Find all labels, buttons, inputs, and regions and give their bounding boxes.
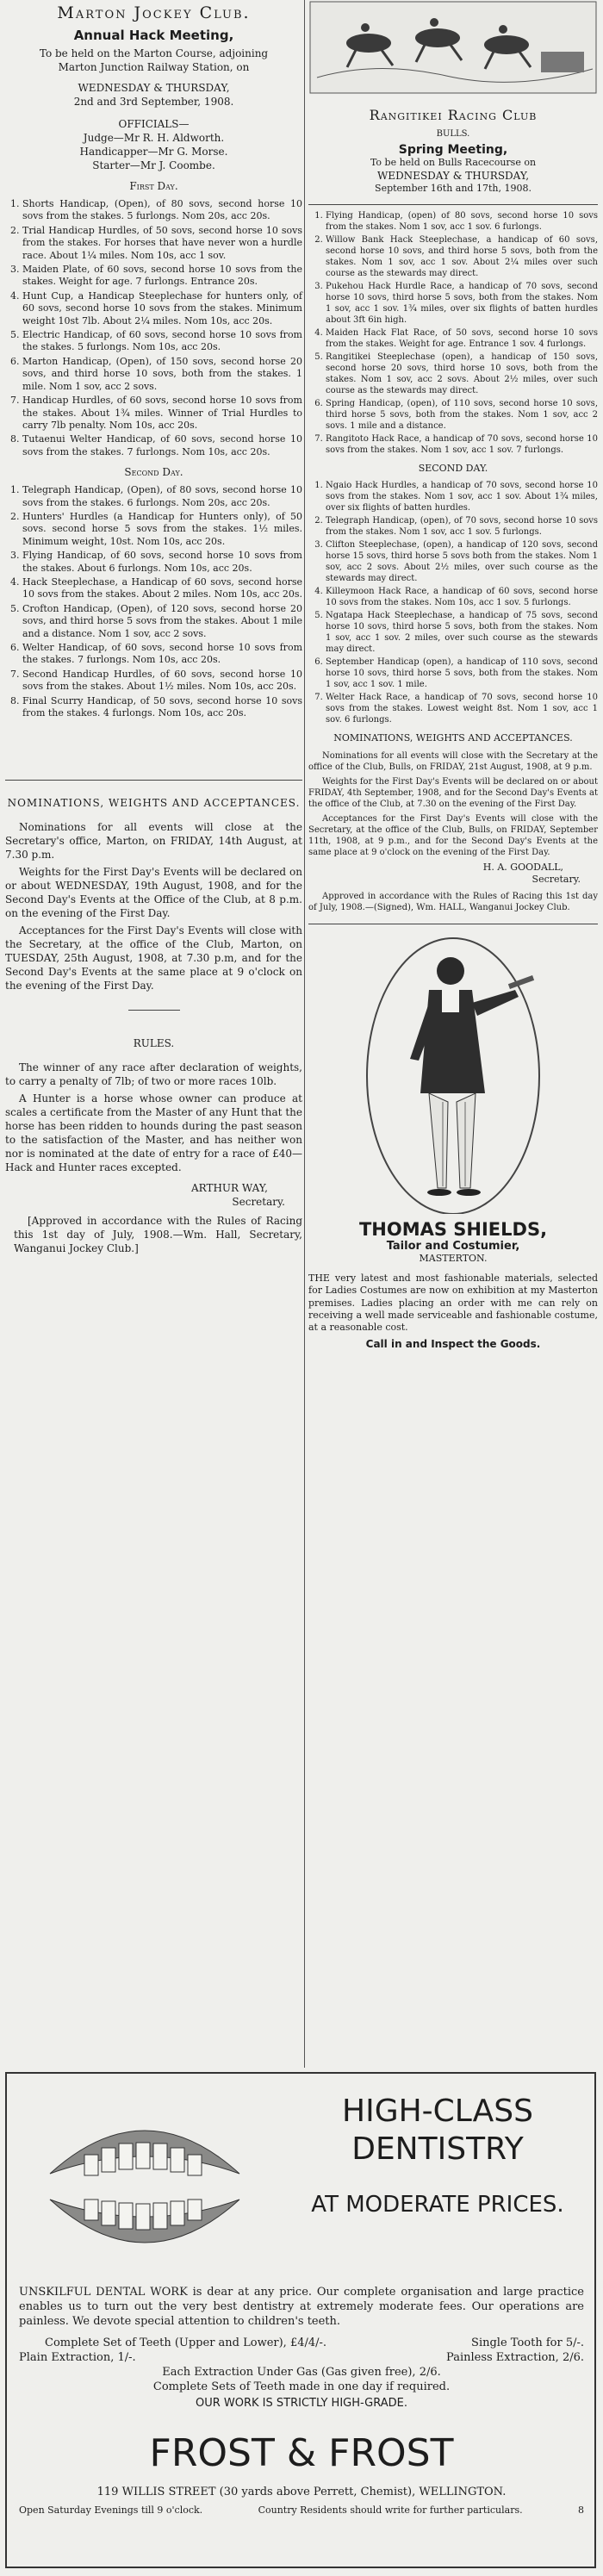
race-item: 7. Welter Hack Race, a handicap of 70 sovs, second horse 10 sovs from the stakes. Lowest weight 8st. Nom 1 sov, acc 1 sov. 6 furlongs. <box>326 692 598 725</box>
marton-masthead: Marton Jockey Club. <box>57 3 251 22</box>
tailor-gentleman-illustration <box>308 930 598 1214</box>
rangitikei-masthead: Rangitikei Racing Club <box>369 107 538 123</box>
race-item: 3. Clifton Steeplechase, (open), a handicap of 120 sovs, second horse 15 sovs, third horse 5 sovs both from the stakes. Nom 1 sov, acc 2 sovs. About 2½ miles, over such course as the stewards may direct. <box>326 539 598 584</box>
dentistry-complete-set: Complete Set of Teeth (Upper and Lower), £4/4/-. <box>45 2336 327 2349</box>
race-item: 8. Final Scurry Handicap, of 50 sovs, second horse 10 sovs from the stakes. 4 furlongs. Nom 10s, acc 20s. <box>22 695 302 720</box>
rangitikei-dates: September 16th and 17th, 1908. <box>375 183 532 195</box>
race-item: 6. September Handicap (open), a handicap of 110 sovs, second horse 10 sovs, third horse 5 sovs, both from the stakes. Nom 1 sov, acc 1 sov. 1 mile. <box>326 656 598 690</box>
race-item: 4. Hack Steeplechase, a Handicap of 60 sovs, second horse 10 sovs from the stakes. About 2 miles. Nom 10s, acc 20s. <box>22 576 302 601</box>
dentistry-single-tooth: Single Tooth for 5/-. <box>471 2336 584 2349</box>
denture-illustration <box>16 2079 274 2294</box>
race-item: 3. Pukehou Hack Hurdle Race, a handicap of 70 sovs, second horse 10 sovs, third horse 5 sovs, both from the stakes. Nom 1 sov, acc 1 sov. 1¾ miles, over six flights of batten hurdles about 3ft 6in high. <box>326 281 598 326</box>
dentistry-quality: OUR WORK IS STRICTLY HIGH-GRADE. <box>195 2397 408 2410</box>
race-item: 6. Welter Handicap, of 60 sovs, second horse 10 sovs from the stakes. 7 furlongs. Nom 10s, acc 20s. <box>22 642 302 667</box>
marton-dates: 2nd and 3rd September, 1908. <box>73 96 234 108</box>
race-item: 1. Flying Handicap, (open) of 80 sovs, second horse 10 sovs from the stakes. Nom 1 sov, acc 1 sov. 6 furlongs. <box>326 210 598 233</box>
dentistry-extraction-row <box>19 2350 584 2365</box>
race-item: 3. Maiden Plate, of 60 sovs, second horse 10 sovs from the stakes. Weight for age. 7 furlongs. Entrance 20s. <box>22 264 302 289</box>
race-item: 1. Telegraph Handicap, (Open), of 80 sovs, second horse 10 sovs from the stakes. 6 furlongs. Nom 20s, acc 20s. <box>22 484 302 509</box>
race-item: 6. Marton Handicap, (Open), of 150 sovs, second horse 20 sovs, and third horse 10 sovs, both from the stakes. 1 mile. Nom 1 sov, acc 2 sovs. <box>22 356 302 393</box>
rangitikei-secretary-title: Secretary. <box>532 874 581 886</box>
marton-official-judge: Judge—Mr R. H. Aldworth. <box>83 132 225 144</box>
marton-days: WEDNESDAY & THURSDAY, <box>78 82 230 94</box>
shields-body: THE very latest and most fashionable materials, selected for Ladies Costumes are now on exhibition at my Masterton premises. Ladies placing an order with me can rely on receiving a well made serviceable and fashionable costume, at a reasonable cost. <box>308 1272 598 1334</box>
shields-name: THOMAS SHIELDS, <box>358 1219 548 1241</box>
race-item: 4. Maiden Hack Flat Race, of 50 sovs, second horse 10 sovs from the stakes. Weight for age. Entrance 1 sov. 4 furlongs. <box>326 327 598 350</box>
shields-trade: Tailor and Costumier, <box>386 1240 520 1254</box>
race-item: 2. Telegraph Handicap, (open), of 70 sovs, second horse 10 sovs from the stakes. Nom 1 sov, acc 1 sov. 5 furlongs. <box>326 515 598 538</box>
race-item: 5. Rangitikei Steeplechase (open), a handicap of 150 sovs, second horse 20 sovs, third horse 10 sovs, both from the stakes. Nom 1 sov, acc 2 sovs. About 2½ miles, over such course as the stewards may direct. <box>326 352 598 396</box>
marton-advertisement <box>5 0 302 1259</box>
dentistry-country-residents: Country Residents should write for further particulars. <box>258 2504 523 2516</box>
race-item: 1. Ngaio Hack Hurdles, a handicap of 70 sovs, second horse 10 sovs from the stakes. Nom 1 sov, acc 1 sov. About 1¾ miles, over six flights of batten hurdles. <box>326 480 598 513</box>
dentistry-advertisement <box>5 2072 596 2568</box>
race-item: 6. Spring Handicap, (open), of 110 sovs, second horse 10 sovs, third horse 5 sovs, both from the stakes. Nom 1 sov, acc 2 sovs. 1 mile and a distance. <box>326 398 598 432</box>
race-item: 7. Second Handicap Hurdles, of 60 sovs, second horse 10 sovs from the stakes. About 1½ miles. Nom 10s, acc 20s. <box>22 669 302 694</box>
race-item: 3. Flying Handicap, of 60 sovs, second horse 10 sovs from the stakes. About 6 furlongs. Nom 10s, acc 20s. <box>22 550 302 575</box>
shields-town: MASTERTON. <box>419 1253 488 1265</box>
rangitikei-secretary-name: H. A. GOODALL, <box>482 861 563 873</box>
dentistry-ad-number: 8 <box>577 2504 584 2516</box>
marton-nominations-para: Acceptances for the First Day's Events will close with the Secretary, at the office of the Club, Marton, on TUESDAY, 25th August, 1908, at 7.30 p.m, and for the Second Day's Events at the same place at 9 o'clock on the evening of the First Day. <box>5 924 302 992</box>
race-item: 8. Tutaenui Welter Handicap, of 60 sovs, second horse 10 sovs from the stakes. 7 furlongs. Nom 10s, acc 20s. <box>22 433 302 458</box>
race-item: 5. Electric Handicap, of 60 sovs, second horse 10 sovs from the stakes. 5 furlongs. Nom 10s, acc 20s. <box>22 329 302 354</box>
marton-approval: [Approved in accordance with the Rules of Racing this 1st day of July, 1908.—Wm. Hall, Secretary, Wanganui Jockey Club.] <box>14 1215 302 1255</box>
race-item: 4. Killeymoon Hack Race, a handicap of 60 sovs, second horse 10 sovs from the stakes. Nom 10s, acc 1 sov. 5 furlongs. <box>326 586 598 608</box>
marton-nominations-heading: NOMINATIONS, WEIGHTS AND ACCEPTANCES. <box>7 797 301 810</box>
dentistry-gas: Each Extraction Under Gas (Gas given free), 2/6. <box>162 2366 441 2379</box>
dentistry-one-day: Complete Sets of Teeth made in one day if required. <box>152 2380 451 2393</box>
race-item: 7. Rangitoto Hack Race, a handicap of 70 sovs, second horse 10 sovs from the stakes. Nom 1 sov, acc 1 sov. 7 furlongs. <box>326 433 598 456</box>
marton-official-starter: Starter—Mr J. Coombe. <box>92 159 215 171</box>
rangitikei-second-day-races <box>308 480 598 725</box>
rangitikei-days: WEDNESDAY & THURSDAY, <box>376 170 530 183</box>
marton-rules-para: A Hunter is a horse whose owner can produce at scales a certificate from the Master of any Hunt that the horse has been ridden to hounds during the past season to the satisfaction of the Master, and has neither won nor is nominated at the date of entry for a race of £40—Hack and Hunter races excepted. <box>5 1092 302 1174</box>
marton-first-day-races <box>5 198 302 458</box>
marton-first-day-heading: First Day. <box>129 180 178 192</box>
rangitikei-approval: Approved in accordance with the Rules of Racing this 1st day of July, 1908.—(Signed), Wm. HALL, Wanganui Jockey Club. <box>308 892 598 913</box>
marton-intro: To be held on the Marton Course, adjoining Marton Junction Railway Station, on <box>39 47 269 73</box>
marton-officials-heading: OFFICIALS— <box>118 118 190 130</box>
dentistry-headline-1: HIGH-CLASS <box>342 2094 533 2129</box>
dentistry-painless-extraction: Painless Extraction, 2/6. <box>446 2351 584 2364</box>
rangitikei-meeting-title: Spring Meeting, <box>398 143 508 157</box>
rangitikei-nominations-para: Weights for the First Day's Events will be declared on or about FRIDAY, 4th September, 1908, and for the Second Day's Events at the office of the Club, at 7.30 on the evening of the First Day. <box>308 776 598 809</box>
rangitikei-advertisement <box>308 0 598 1350</box>
dentistry-footer <box>19 2504 584 2517</box>
rangitikei-second-day-heading: SECOND DAY. <box>418 462 488 474</box>
divider <box>128 1010 180 1011</box>
rangitikei-first-day-races <box>308 210 598 456</box>
dentistry-address: 119 WILLIS STREET (30 yards above Perrett, Chemist), WELLINGTON. <box>96 2486 507 2498</box>
dentistry-intro: UNSKILFUL DENTAL WORK is dear at any price. Our complete organisation and large practice enables us to turn out the very best dentistry at extremely moderate fees. Our operations are painless. We devote special attention to children's teeth. <box>19 2286 584 2328</box>
dentistry-saturday-hours: Open Saturday Evenings till 9 o'clock. <box>19 2504 203 2516</box>
race-item: 1. Shorts Handicap, (Open), of 80 sovs, second horse 10 sovs from the stakes. 5 furlongs. Nom 20s, acc 20s. <box>22 198 302 223</box>
dentistry-headline-3: AT MODERATE PRICES. <box>311 2192 564 2218</box>
rangitikei-nominations-heading: NOMINATIONS, WEIGHTS AND ACCEPTANCES. <box>333 732 573 744</box>
race-item: 2. Trial Handicap Hurdles, of 50 sovs, second horse 10 sovs from the stakes. For horses that have never won a hurdle race. About 1¼ miles. Nom 10s, acc 1 sov. <box>22 225 302 262</box>
race-item: 7. Handicap Hurdles, of 60 sovs, second horse 10 sovs from the stakes. About 1¾ miles. Winner of Trial Hurdles to carry 7lb penalty. Nom 10s, acc 20s. <box>22 395 302 432</box>
rangitikei-nominations-para: Acceptances for the First Day's Events will close with the Secretary, at the office of the Club, Bulls, on FRIDAY, September 11th, 1908, at 9 p.m., and for the Second Day's Events at the same place at 9 o'clock on the evening of the First Day. <box>308 813 598 857</box>
rangitikei-location: BULLS. <box>436 129 470 139</box>
marton-secretary-title: Secretary. <box>232 1196 285 1209</box>
race-item: 2. Willow Bank Hack Steeplechase, a handicap of 60 sovs, second horse 10 sovs, and third horse 5 sovs, both from the stakes. Nom 1 sov, acc 1 sov. About 2¼ miles over such course as the stewards may direct. <box>326 234 598 279</box>
steeplechase-illustration <box>308 0 598 95</box>
divider <box>5 780 302 781</box>
marton-rules-para: The winner of any race after declaration of weights, to carry a penalty of 7lb; of two or more races 10lb. <box>5 1061 302 1088</box>
marton-nominations-para: Nominations for all events will close at the Secretary's office, Marton, on FRIDAY, 14th August, at 7.30 p.m. <box>5 821 302 862</box>
race-item: 5. Crofton Handicap, (Open), of 120 sovs, second horse 20 sovs, and third horse 5 sovs from the stakes. About 1 mile and a distance. Nom 1 sov, acc 2 sovs. <box>22 603 302 640</box>
divider <box>308 204 598 205</box>
column-divider <box>304 0 305 2068</box>
dentistry-price-row <box>19 2336 584 2350</box>
dentistry-headline-2: DENTISTRY <box>351 2131 524 2167</box>
marton-rules-heading: RULES. <box>133 1037 175 1050</box>
marton-second-day-races <box>5 484 302 719</box>
race-item: 2. Hunters' Hurdles (a Handicap for Hunters only), of 50 sovs. second horse 5 sovs from the stakes. 1½ miles. Minimum weight, 10st. Nom 10s, acc 20s. <box>22 511 302 548</box>
marton-secretary-name: ARTHUR WAY, <box>190 1182 268 1195</box>
dentistry-plain-extraction: Plain Extraction, 1/-. <box>19 2351 136 2364</box>
shields-cta: Call in and Inspect the Goods. <box>365 1337 541 1350</box>
race-item: 4. Hunt Cup, a Handicap Steeplechase for hunters only, of 60 sovs, second horse 10 sovs from the stakes. Minimum weight 10st 7lb. About 2¼ miles. Nom 10s, acc 20s. <box>22 290 302 327</box>
rangitikei-intro: To be held on Bulls Racecourse on <box>370 157 537 168</box>
marton-meeting-title: Annual Hack Meeting, <box>73 28 234 43</box>
marton-second-day-heading: Second Day. <box>124 466 183 479</box>
rangitikei-nominations-para: Nominations for all events will close with the Secretary at the office of the Club, Bulls, on FRIDAY, 21st August, 1908, at 9 p.m. <box>308 750 598 772</box>
marton-nominations-para: Weights for the First Day's Events will be declared on or about WEDNESDAY, 19th August, 1908, and for the Second Day's Events at the Office of the Club, at 8 p.m. on the evening of the First Day. <box>5 866 302 920</box>
dentistry-firm: FROST & FROST <box>149 2431 454 2475</box>
race-item: 5. Ngatapa Hack Steeplechase, a handicap of 75 sovs, second horse 10 sovs, third horse 5 sovs, both from the stakes. Nom 1 sov, acc 1 sov. 2 miles, over such course as the stewards may direct. <box>326 610 598 655</box>
marton-official-handicapper: Handicapper—Mr G. Morse. <box>79 146 228 158</box>
